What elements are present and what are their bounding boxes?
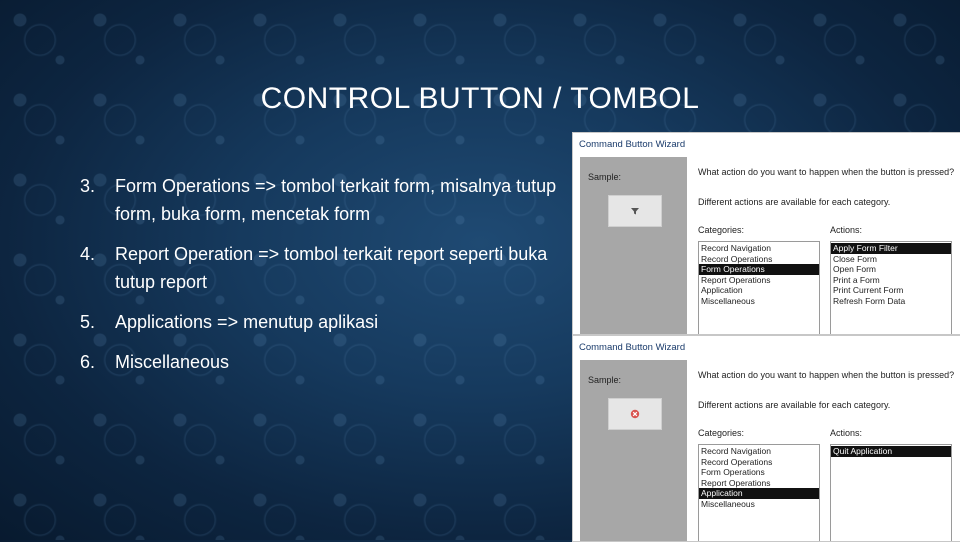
bullet-number: 4. [80, 244, 96, 264]
list-item[interactable]: Form Operations [701, 467, 765, 478]
list-item-selected[interactable]: Apply Form Filter [831, 243, 951, 254]
wizard-title: Command Button Wizard [579, 139, 686, 150]
list-item-selected[interactable]: Quit Application [831, 446, 951, 457]
wizard-question: What action do you want to happen when the button is pressed? [698, 167, 955, 177]
list-item[interactable]: Miscellaneous [701, 498, 755, 509]
filter-icon [630, 206, 640, 216]
wizard-title: Command Button Wizard [579, 342, 686, 353]
bullet-number: 5. [80, 312, 96, 332]
list-item[interactable]: Open Form [833, 264, 876, 275]
list-item[interactable]: Print Current Form [833, 285, 904, 296]
bullet-text: Report Operation => tombol terkait report seperti buka tutup report [115, 244, 548, 292]
actions-label: Actions: [830, 225, 863, 235]
bullet-text: Applications => menutup aplikasi [115, 312, 379, 332]
sample-label: Sample: [588, 172, 622, 182]
categories-listbox[interactable] [698, 241, 820, 334]
quit-icon [630, 409, 640, 419]
bullet-text: Miscellaneous [115, 352, 230, 372]
list-item[interactable]: Print a Form [833, 274, 880, 285]
list-item[interactable]: Record Navigation [701, 243, 771, 253]
command-button-wizard-form-ops [572, 132, 960, 335]
bullet-number: 3. [80, 176, 96, 196]
list-item [80, 172, 560, 228]
list-item[interactable]: Application [701, 285, 743, 296]
categories-label: Categories: [698, 225, 745, 235]
categories-label: Categories: [698, 428, 745, 438]
actions-listbox[interactable] [830, 241, 952, 334]
list-item[interactable]: Report Operations [701, 477, 771, 488]
bullet-list [80, 172, 560, 388]
actions-label: Actions: [830, 428, 863, 438]
wizard-subtext: Different actions are available for each category. [698, 197, 891, 207]
list-item [80, 308, 560, 336]
sample-button [608, 195, 662, 227]
list-item[interactable]: Record Navigation [701, 446, 771, 456]
list-item [80, 348, 560, 376]
wizard-question: What action do you want to happen when the button is pressed? [698, 370, 955, 380]
list-item-selected[interactable]: Application [699, 488, 819, 499]
wizard-subtext: Different actions are available for each category. [698, 400, 891, 410]
actions-listbox[interactable] [830, 444, 952, 541]
list-item[interactable]: Close Form [833, 253, 877, 264]
slide-title: CONTROL BUTTON / TOMBOL [260, 82, 700, 115]
list-item[interactable]: Refresh Form Data [833, 295, 906, 306]
categories-listbox[interactable] [698, 444, 820, 541]
list-item[interactable]: Miscellaneous [701, 295, 755, 306]
sample-label: Sample: [588, 375, 622, 385]
bullet-text: Form Operations => tombol terkait form, misalnya tutup form, buka form, mencetak form [115, 176, 557, 224]
bullet-number: 6. [80, 352, 96, 372]
list-item-selected[interactable]: Form Operations [699, 264, 819, 275]
sample-button [608, 398, 662, 430]
sample-panel [580, 157, 687, 334]
sample-panel [580, 360, 687, 541]
list-item[interactable]: Report Operations [701, 274, 771, 285]
list-item[interactable]: Record Operations [701, 456, 773, 467]
list-item [80, 240, 560, 296]
list-item[interactable]: Record Operations [701, 253, 773, 264]
command-button-wizard-application [572, 335, 960, 542]
